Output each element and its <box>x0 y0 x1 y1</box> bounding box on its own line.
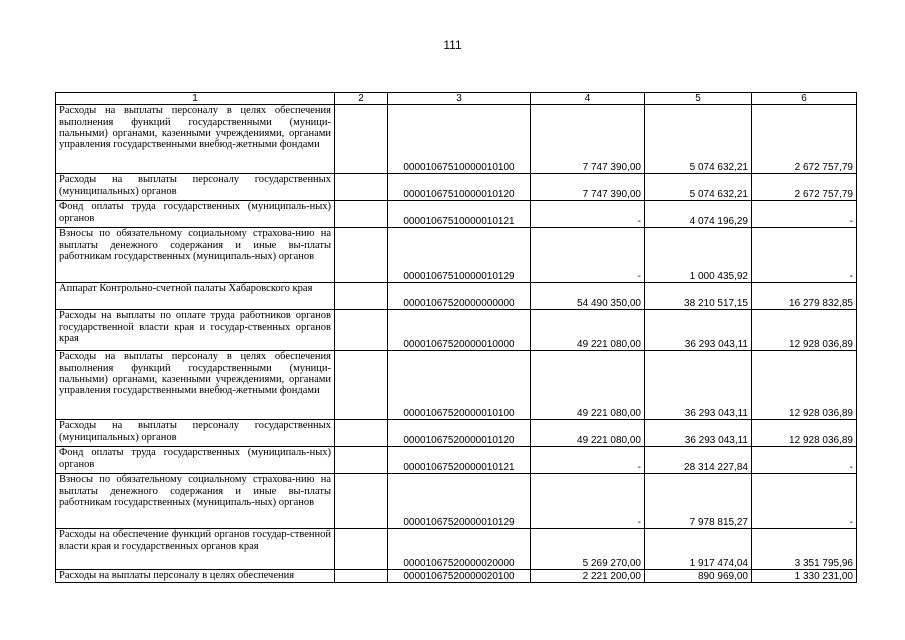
header-row <box>56 93 857 105</box>
row-col2 <box>335 105 388 174</box>
row-col6: - <box>752 228 857 283</box>
row-name: Аппарат Контрольно-счетной палаты Хабаровского края <box>56 283 335 310</box>
row-col5: 28 314 227,84 <box>645 447 752 474</box>
table-row <box>56 283 857 310</box>
row-col6: 3 351 795,96 <box>752 529 857 570</box>
row-col4: 2 221 200,00 <box>531 570 645 583</box>
row-col5: 5 074 632,21 <box>645 105 752 174</box>
row-col5: 1 000 435,92 <box>645 228 752 283</box>
row-col6: 1 330 231,00 <box>752 570 857 583</box>
row-col6: 12 928 036,89 <box>752 351 857 420</box>
row-col5: 36 293 043,11 <box>645 420 752 447</box>
row-col4: 7 747 390,00 <box>531 105 645 174</box>
table-row <box>56 529 857 570</box>
row-name: Расходы на выплаты персоналу в целях обеспечения <box>56 570 335 583</box>
row-col2 <box>335 174 388 201</box>
row-col2 <box>335 310 388 351</box>
row-code: 00001067520000020100 <box>388 570 531 583</box>
column-header: 5 <box>645 93 752 105</box>
page-number: 111 <box>443 38 462 52</box>
budget-table <box>55 92 857 583</box>
column-header: 2 <box>335 93 388 105</box>
row-col4: 54 490 350,00 <box>531 283 645 310</box>
row-col5: 890 969,00 <box>645 570 752 583</box>
column-header: 4 <box>531 93 645 105</box>
table-row <box>56 474 857 529</box>
table-row <box>56 420 857 447</box>
row-col2 <box>335 420 388 447</box>
row-col6: - <box>752 201 857 228</box>
row-col2 <box>335 447 388 474</box>
row-col6: - <box>752 447 857 474</box>
column-header: 6 <box>752 93 857 105</box>
row-code: 00001067520000010120 <box>388 420 531 447</box>
row-code: 00001067520000010000 <box>388 310 531 351</box>
row-col6: - <box>752 474 857 529</box>
row-name: Расходы на выплаты персоналу государственных (муниципальных) органов <box>56 420 335 447</box>
row-col6: 12 928 036,89 <box>752 420 857 447</box>
row-col6: 2 672 757,79 <box>752 174 857 201</box>
row-name: Расходы на выплаты персоналу в целях обеспечения выполнения функций государственными (муници-пальными) органами, казенными учреждениями, органами управления государственными внебюд-жетными фондами <box>56 105 335 174</box>
table-row <box>56 105 857 174</box>
row-col2 <box>335 529 388 570</box>
row-code: 00001067520000010129 <box>388 474 531 529</box>
row-col6: 12 928 036,89 <box>752 310 857 351</box>
row-col5: 4 074 196,29 <box>645 201 752 228</box>
row-col6: 2 672 757,79 <box>752 105 857 174</box>
row-code: 00001067520000000000 <box>388 283 531 310</box>
row-code: 00001067510000010120 <box>388 174 531 201</box>
row-col4: - <box>531 447 645 474</box>
row-col4: - <box>531 201 645 228</box>
row-col2 <box>335 283 388 310</box>
row-name: Взносы по обязательному социальному страхова-нию на выплаты денежного содержания и иные вы-платы работникам государственных (муниципаль-ных) органов <box>56 474 335 529</box>
table-row <box>56 310 857 351</box>
row-name: Фонд оплаты труда государственных (муниципаль-ных) органов <box>56 201 335 228</box>
row-name: Расходы на обеспечение функций органов государ-ственной власти края и государственных органов края <box>56 529 335 570</box>
row-col5: 7 978 815,27 <box>645 474 752 529</box>
table-row <box>56 447 857 474</box>
row-name: Расходы на выплаты по оплате труда работников органов государственной власти края и государ-ственных органов края <box>56 310 335 351</box>
row-col2 <box>335 474 388 529</box>
table-row <box>56 351 857 420</box>
row-code: 00001067520000010100 <box>388 351 531 420</box>
row-col2 <box>335 351 388 420</box>
row-col5: 36 293 043,11 <box>645 351 752 420</box>
row-name: Взносы по обязательному социальному страхова-нию на выплаты денежного содержания и иные вы-платы работникам государственных (муниципаль-ных) органов <box>56 228 335 283</box>
table-row <box>56 228 857 283</box>
row-col4: 49 221 080,00 <box>531 310 645 351</box>
row-code: 00001067510000010100 <box>388 105 531 174</box>
row-col5: 1 917 474,04 <box>645 529 752 570</box>
row-col5: 5 074 632,21 <box>645 174 752 201</box>
table-row <box>56 174 857 201</box>
row-col2 <box>335 570 388 583</box>
row-col5: 36 293 043,11 <box>645 310 752 351</box>
table-row <box>56 201 857 228</box>
row-col6: 16 279 832,85 <box>752 283 857 310</box>
row-col4: - <box>531 474 645 529</box>
row-code: 00001067520000010121 <box>388 447 531 474</box>
row-col2 <box>335 201 388 228</box>
row-col2 <box>335 228 388 283</box>
column-header: 3 <box>388 93 531 105</box>
row-col4: 7 747 390,00 <box>531 174 645 201</box>
row-name: Расходы на выплаты персоналу государственных (муниципальных) органов <box>56 174 335 201</box>
column-header: 1 <box>56 93 335 105</box>
table-row <box>56 570 857 583</box>
row-col4: 5 269 270,00 <box>531 529 645 570</box>
row-name: Расходы на выплаты персоналу в целях обеспечения выполнения функций государственными (муници-пальными) органами, казенными учреждениями, органами управления государственными внебюд-жетными фондами <box>56 351 335 420</box>
row-col4: 49 221 080,00 <box>531 351 645 420</box>
row-code: 00001067520000020000 <box>388 529 531 570</box>
row-code: 00001067510000010129 <box>388 228 531 283</box>
row-col4: - <box>531 228 645 283</box>
row-code: 00001067510000010121 <box>388 201 531 228</box>
row-col4: 49 221 080,00 <box>531 420 645 447</box>
row-col5: 38 210 517,15 <box>645 283 752 310</box>
row-name: Фонд оплаты труда государственных (муниципаль-ных) органов <box>56 447 335 474</box>
